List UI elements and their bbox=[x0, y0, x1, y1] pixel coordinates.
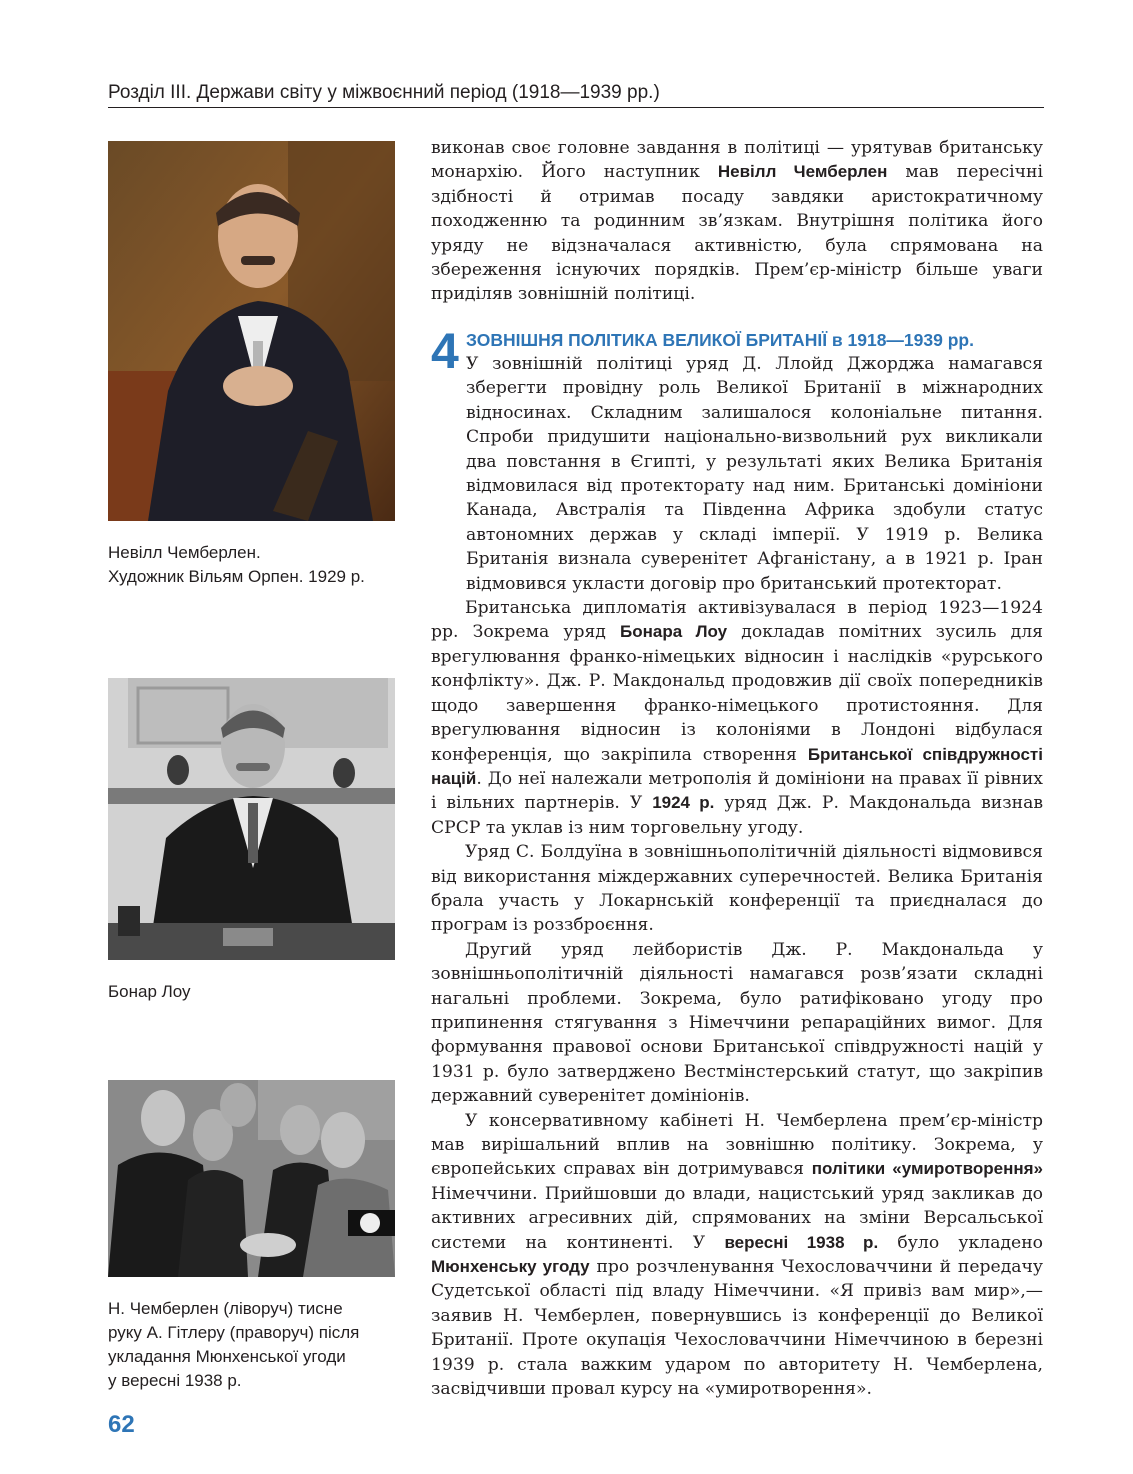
text-run: . До неї належали метрополія й домініони на правах її рівних і вільних партнерів. У bbox=[431, 768, 1043, 814]
intro-paragraph bbox=[431, 136, 1043, 307]
bold-term: 1924 р. bbox=[652, 793, 715, 813]
text-run: виконав своє головне завдання в політиці — урятував британську монархію. Його наступник bbox=[431, 138, 1043, 183]
caption-line: укладання Мюнхенської угоди bbox=[108, 1347, 346, 1366]
figure-caption-1 bbox=[108, 541, 395, 589]
text-run: мав пересічні здібності й отримав посаду завдяки аристократичному походженню та родинним зв’язкам. Внутрішня політика його уряду не відзначалася активністю, була спрямована на збереження існуючих порядків. Прем’єр-міністр більше уваги приділяв зовнішній політиці. bbox=[431, 162, 1043, 305]
bold-term: політики «умиротворення» bbox=[811, 1159, 1043, 1179]
text-run: уряд Дж. Р. Макдональда визнав СРСР та уклав із ним торговельну угоду. bbox=[431, 793, 1043, 838]
caption-line: Бонар Лоу bbox=[108, 982, 191, 1001]
text-run: було укладено bbox=[878, 1232, 1044, 1253]
paragraph-4 bbox=[431, 938, 1043, 1109]
intro-text-block bbox=[431, 136, 1043, 307]
bonar-law-photo bbox=[108, 678, 395, 960]
paragraph-1 bbox=[431, 352, 1043, 596]
text-run: докладав помітних зусиль для врегулювання франко-німецьких відносин і наслідків «рурського конфлікту». Дж. Р. Макдональд продовжив дії своїх попередників щодо завершення франко-німецького протистояння. Для врегулювання відносин із колоніями в Лондоні відбулася конференція, що закріпила створення bbox=[431, 622, 1043, 765]
caption-line: руку А. Гітлеру (праворуч) після bbox=[108, 1323, 360, 1342]
text-run: Другий уряд лейбористів Дж. Р. Макдональда у зовнішньополітичній діяльності намагався розв’язати складні нагальні проблеми. Зокрема, було ратифіковано угоду про припинення стягування з Німеччини репараційних вимог. Для формування правової основи Британської співдружності націй у 1931 р. було затверджено Вестмінстерський статут, що закріпив державний суверенітет домініонів. bbox=[431, 939, 1043, 1107]
bold-term: вересні 1938 р. bbox=[724, 1232, 879, 1252]
header-rule bbox=[108, 107, 1044, 108]
section-number: 4 bbox=[431, 323, 459, 379]
bold-term: Мюнхенську угоду bbox=[431, 1257, 590, 1277]
text-run: про розчленування Чехословаччини й передачу Судетської області під владу Німеччини. «Я привіз вам мир»,— заявив Н. Чемберлен, повернувшись із конференції до Великої Британії. Проте окупація Чехословаччини Німеччиною в березні 1939 р. стала важким ударом по авторитету Н. Чемберлена, засвідчивши провал курсу на «умиротворення». bbox=[431, 1257, 1044, 1400]
bold-term: Британської співдружності націй bbox=[431, 744, 1043, 788]
caption-line: Невілл Чемберлен. bbox=[108, 543, 261, 562]
figure-caption-3 bbox=[108, 1297, 395, 1393]
caption-line: у вересні 1938 р. bbox=[108, 1371, 242, 1390]
caption-line: Художник Вільям Орпен. 1929 р. bbox=[108, 567, 365, 586]
paragraph-5 bbox=[431, 1109, 1043, 1402]
text-run: У консервативному кабінеті Н. Чемберлена прем’єр-міністр мав вирішальний вплив на зовнішню політику. Зокрема, у європейських справах він дотримувався bbox=[431, 1110, 1043, 1180]
munich-handshake-photo bbox=[108, 1080, 395, 1277]
bold-term: Невілл Чемберлен bbox=[717, 162, 888, 182]
section-title: ЗОВНІШНЯ ПОЛІТИКА ВЕЛИКОЇ БРИТАНІЇ в 1918—1939 рр. bbox=[466, 330, 974, 350]
caption-line: Н. Чемберлен (ліворуч) тисне bbox=[108, 1299, 343, 1318]
text-run: Німеччини. Прийшовши до влади, нацистський уряд закликав до активних агресивних дій, спрямованих на зміни Версальської системи на континенті. У bbox=[431, 1183, 1043, 1253]
page-number: 62 bbox=[108, 1411, 135, 1438]
bold-term: Бонара Лоу bbox=[620, 622, 728, 642]
text-run: Уряд С. Болдуїна в зовнішньополітичній діяльності відмовився від використання міждержавних суперечностей. Велика Британія брала участь у Локарнській конференції та приєдналася до програм із роззброєння. bbox=[431, 842, 1043, 936]
paragraph-2 bbox=[431, 596, 1043, 840]
running-header: Розділ ІІІ. Держави світу у міжвоєнний період (1918—1939 рр.) bbox=[108, 82, 660, 103]
chamberlain-portrait-image bbox=[108, 141, 395, 521]
section-body bbox=[431, 352, 1043, 1401]
figure-caption-2 bbox=[108, 980, 395, 1004]
text-run: Британська дипломатія активізувалася в період 1923—1924 рр. Зокрема уряд bbox=[431, 598, 1043, 643]
paragraph-3 bbox=[431, 840, 1043, 938]
text-run: У зовнішній політиці уряд Д. Ллойд Джорджа намагався зберегти провідну роль Великої Британії в міжнародних відносинах. Складним залишалося колоніальне питання. Спроби придушити національно-визвольний рух викликали два повстання в Єгипті, у результаті яких Велика Британія відмовилася від протекторату над ним. Британські домініони Канада, Австралія та Південна Африка здобули статус автономних держав у складі імперії. У 1919 р. Велика Британія визнала суверенітет Афганістану, а в 1921 р. Іран відмовився укласти договір про британський протекторат. bbox=[466, 354, 1043, 594]
